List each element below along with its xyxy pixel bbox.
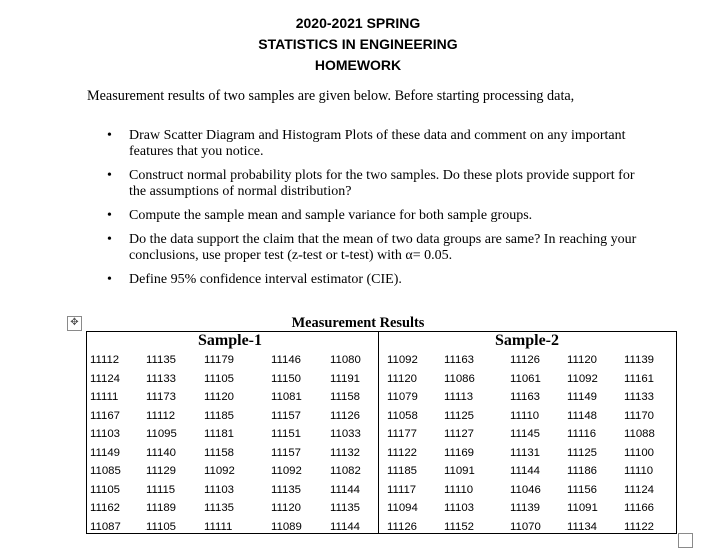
table-cell: 11169 [444, 446, 474, 459]
table-cell: 11133 [624, 391, 654, 403]
table-cell: 11140 [146, 446, 176, 459]
table-cell: 11126 [387, 520, 417, 533]
table-cell: 11185 [387, 465, 417, 477]
table-cell: 11091 [567, 502, 598, 514]
table-cell: 11110 [510, 409, 540, 422]
table-cell: 11120 [204, 391, 234, 403]
table-cell: 11166 [624, 502, 654, 514]
table-cell: 11163 [444, 354, 474, 366]
table-cell: 11133 [146, 372, 176, 385]
table-cell: 11086 [444, 372, 475, 385]
table-cell: 11110 [444, 483, 474, 496]
table-cell: 11149 [90, 446, 120, 459]
table-cell: 11122 [387, 446, 417, 459]
table-cell: 11124 [624, 483, 654, 496]
table-cell: 11132 [330, 446, 360, 459]
table-cell: 11100 [624, 446, 654, 459]
table-divider [378, 331, 379, 534]
table-cell: 11149 [567, 391, 597, 403]
task-item: • Construct normal probability plots for the two samples. Do these plots provide support for the assumptions of normal distribution? [107, 168, 637, 200]
table-cell: 11070 [510, 520, 541, 533]
table-cell: 11151 [271, 428, 301, 440]
table-cell: 11116 [567, 428, 597, 440]
table-cell: 11092 [204, 465, 235, 477]
table-cell: 11112 [146, 409, 176, 422]
table-cell: 11081 [271, 391, 302, 403]
table-cell: 11112 [90, 354, 120, 366]
table-cell: 11144 [330, 483, 360, 496]
table-cell: 11157 [271, 446, 301, 459]
table-cell: 11170 [624, 409, 654, 422]
task-item: • Draw Scatter Diagram and Histogram Plots of these data and comment on any important features that you notice. [107, 128, 637, 160]
table-cell: 11135 [146, 354, 176, 366]
table-cell: 11092 [567, 372, 598, 385]
sample-2-header: Sample-2 [495, 332, 559, 349]
table-cell: 11191 [330, 372, 360, 385]
table-cell: 11139 [624, 354, 654, 366]
table-cell: 11058 [387, 409, 418, 422]
table-cell: 11111 [204, 520, 233, 533]
table-cell: 11088 [624, 428, 655, 440]
table-cell: 11103 [444, 502, 474, 514]
table-cell: 11135 [271, 483, 301, 496]
table-cell: 11120 [271, 502, 301, 514]
table-cell: 11148 [567, 409, 597, 422]
table-cell: 11046 [510, 483, 541, 496]
table-cell: 11120 [567, 354, 597, 366]
table-cell: 11105 [204, 372, 234, 385]
task-item: • Define 95% confidence interval estimator (CIE). [107, 272, 637, 288]
table-cell: 11110 [624, 465, 654, 477]
table-cell: 11144 [330, 520, 360, 533]
table-cell: 11111 [90, 391, 119, 403]
table-cell: 11129 [146, 465, 176, 477]
table-cell: 11135 [204, 502, 234, 514]
table-cell: 11113 [444, 391, 474, 403]
table-cell: 11189 [146, 502, 176, 514]
table-cell: 11186 [567, 465, 597, 477]
table-cell: 11091 [444, 465, 475, 477]
table-cell: 11127 [444, 428, 474, 440]
table-cell: 11089 [271, 520, 302, 533]
header-line-2: STATISTICS IN ENGINEERING [258, 36, 458, 52]
table-cell: 11105 [146, 520, 176, 533]
table-cell: 11177 [387, 428, 417, 440]
table-cell: 11157 [271, 409, 301, 422]
table-cell: 11158 [204, 446, 234, 459]
table-cell: 11156 [567, 483, 597, 496]
table-cell: 11105 [90, 483, 120, 496]
table-cell: 11033 [330, 428, 361, 440]
table-cell: 11117 [387, 483, 417, 496]
table-resize-handle-icon[interactable] [678, 533, 693, 548]
table-cell: 11080 [330, 354, 361, 366]
table-cell: 11161 [624, 372, 654, 385]
table-cell: 11139 [510, 502, 540, 514]
task-item: • Compute the sample mean and sample variance for both sample groups. [107, 208, 637, 224]
table-cell: 11131 [510, 446, 540, 459]
table-cell: 11158 [330, 391, 360, 403]
header-line-3: HOMEWORK [314, 57, 402, 73]
table-cell: 11179 [204, 354, 234, 366]
table-cell: 11134 [567, 520, 597, 533]
table-cell: 11087 [90, 520, 121, 533]
table-cell: 11103 [204, 483, 234, 496]
table-cell: 11094 [387, 502, 418, 514]
table-cell: 11092 [271, 465, 302, 477]
table-cell: 11125 [567, 446, 597, 459]
table-cell: 11163 [510, 391, 540, 403]
table-caption: Measurement Results [291, 315, 425, 331]
table-cell: 11144 [510, 465, 540, 477]
table-cell: 11120 [387, 372, 417, 385]
intro-text: Measurement results of two samples are given below. Before starting processing data, [87, 88, 575, 104]
header-line-1: 2020-2021 SPRING [295, 15, 421, 31]
table-cell: 11124 [90, 372, 120, 385]
sample-1-header: Sample-1 [198, 332, 262, 349]
table-cell: 11145 [510, 428, 540, 440]
table-cell: 11085 [90, 465, 121, 477]
table-cell: 11162 [90, 502, 120, 514]
table-cell: 11185 [204, 409, 234, 422]
table-cell: 11082 [330, 465, 361, 477]
table-move-handle-icon[interactable]: ✥ [67, 316, 82, 331]
table-cell: 11146 [271, 354, 301, 366]
table-cell: 11095 [146, 428, 177, 440]
table-cell: 11135 [330, 502, 360, 514]
task-item: • Do the data support the claim that the mean of two data groups are same? In reaching your conclusions, use proper test (z-test or t-test) with α= 0.05. [107, 232, 637, 264]
table-cell: 11079 [387, 391, 418, 403]
table-cell: 11103 [90, 428, 120, 440]
table-cell: 11167 [90, 409, 120, 422]
table-cell: 11061 [510, 372, 541, 385]
table-cell: 11126 [510, 354, 540, 366]
table-cell: 11173 [146, 391, 176, 403]
table-cell: 11092 [387, 354, 418, 366]
table-cell: 11115 [146, 483, 176, 496]
table-cell: 11126 [330, 409, 360, 422]
table-cell: 11150 [271, 372, 301, 385]
table-cell: 11152 [444, 520, 474, 533]
table-cell: 11122 [624, 520, 654, 533]
task-list [107, 128, 637, 296]
table-cell: 11125 [444, 409, 474, 422]
table-cell: 11181 [204, 428, 234, 440]
